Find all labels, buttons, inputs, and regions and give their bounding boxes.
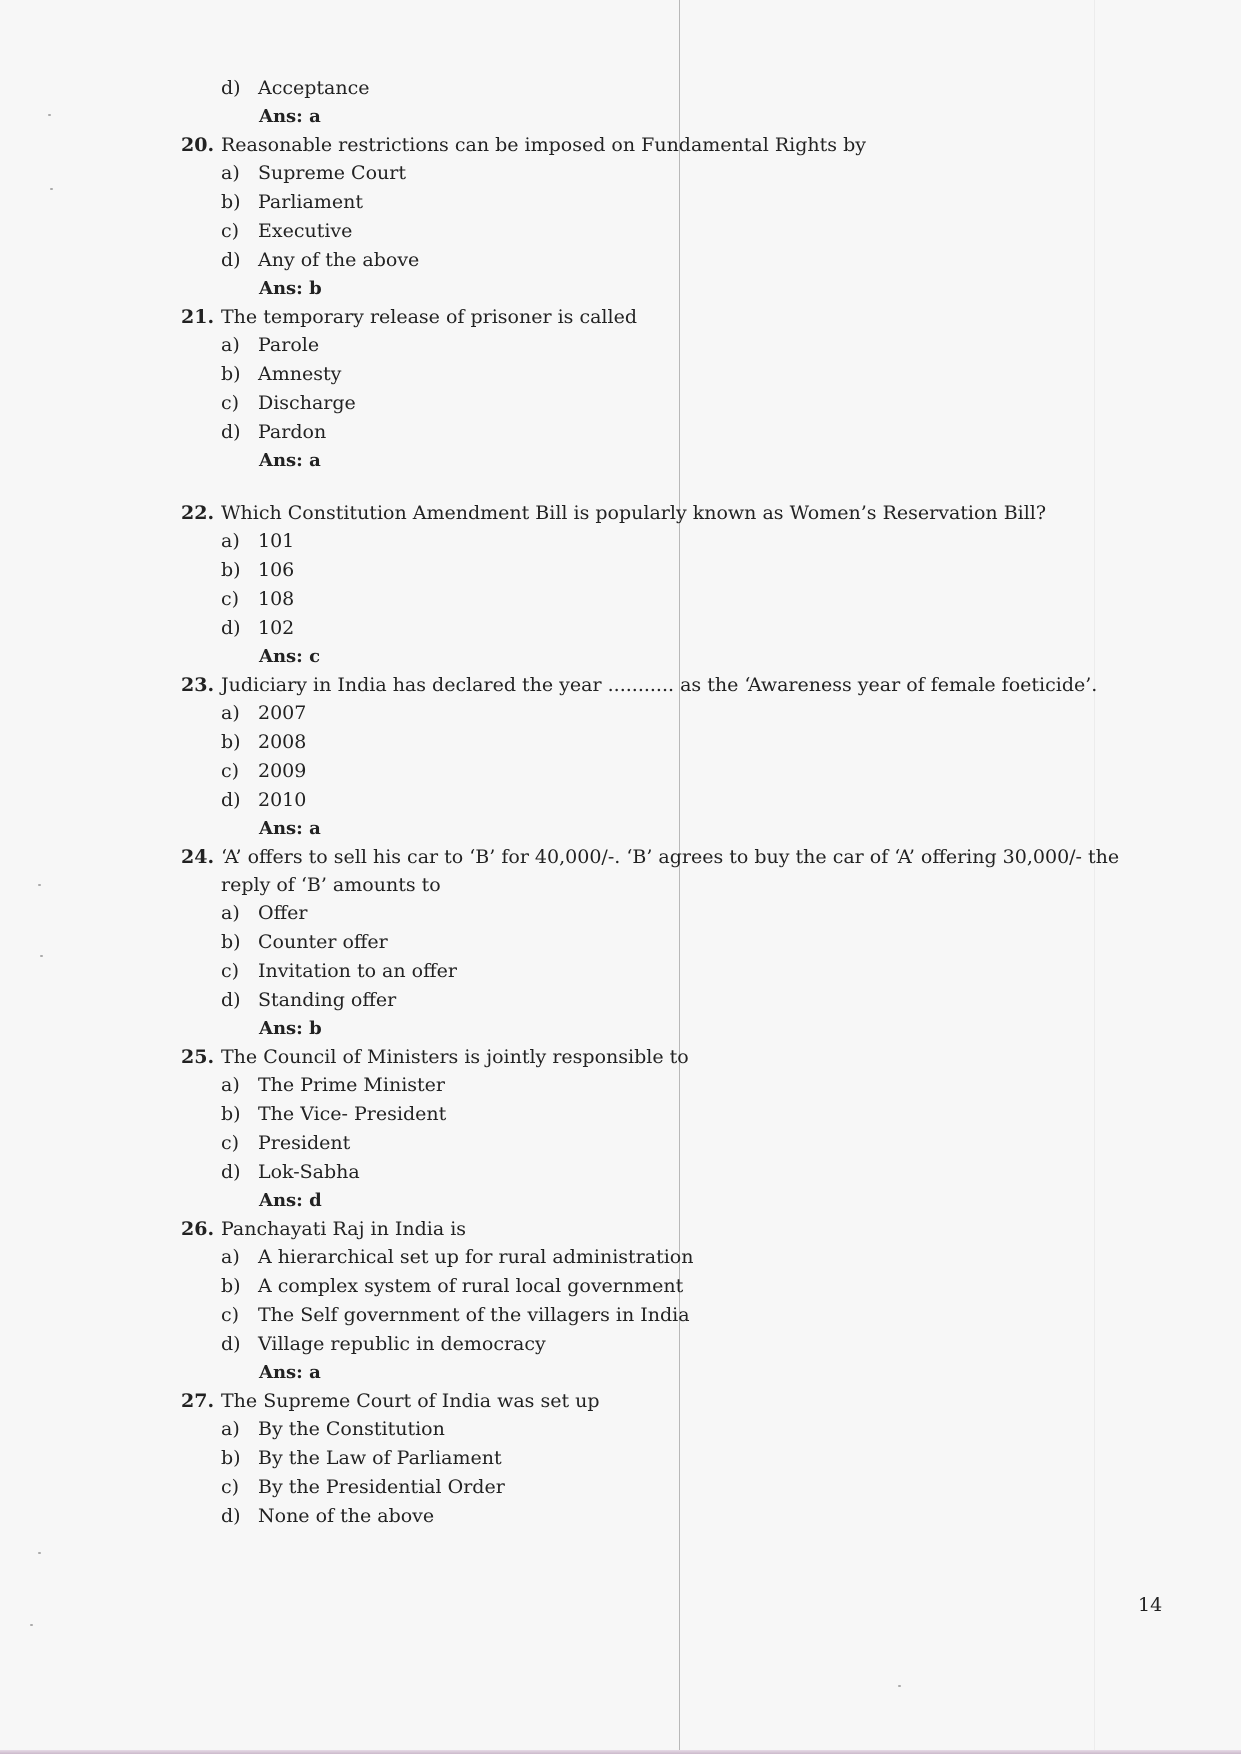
answer-key: Ans: a: [259, 818, 321, 839]
option-text: 106: [258, 559, 295, 581]
option-label: d): [221, 789, 241, 811]
option-label: b): [221, 363, 241, 385]
answer-key: Ans: d: [259, 1190, 322, 1211]
spacer: [0, 475, 1241, 499]
question-stem: [0, 1043, 1161, 1071]
answer-option: [0, 1415, 1241, 1444]
question-stem: [0, 1215, 1161, 1243]
answer-key: Ans: c: [259, 646, 321, 667]
page-bottom-edge: [0, 1750, 1241, 1754]
answer-option: [0, 389, 1241, 418]
question-text: ‘A’ offers to sell his car to ‘B’ for 40,000/-. ‘B’ agrees to buy the car of ‘A’ offering 30,000/- the reply of ‘B’ amounts to: [221, 846, 1120, 896]
question-19-option-d: [0, 74, 1241, 103]
answer-option: [0, 1330, 1241, 1359]
option-label: c): [221, 960, 240, 982]
option-label: c): [221, 1304, 240, 1326]
option-text: President: [258, 1132, 351, 1154]
option-text: The Prime Minister: [258, 1074, 445, 1096]
answer-option: [0, 928, 1241, 957]
option-label: a): [221, 530, 240, 552]
question-text: Reasonable restrictions can be imposed on Fundamental Rights by: [221, 134, 866, 156]
option-text: The Self government of the villagers in India: [258, 1304, 690, 1326]
option-label: a): [221, 1246, 240, 1268]
option-text: 2009: [258, 760, 307, 782]
option-text: By the Law of Parliament: [258, 1447, 502, 1469]
answer-option: [0, 159, 1241, 188]
option-label: b): [221, 731, 241, 753]
scan-speck: [898, 1685, 901, 1687]
question-block: [0, 303, 1241, 475]
option-text: A complex system of rural local government: [258, 1275, 684, 1297]
option-text: Discharge: [258, 392, 356, 414]
option-text: 2010: [258, 789, 307, 811]
option-label: b): [221, 931, 241, 953]
question-block: [0, 1387, 1241, 1531]
option-label: c): [221, 220, 240, 242]
question-stem: [0, 131, 1161, 159]
option-text: Standing offer: [258, 989, 397, 1011]
answer-option: [0, 1071, 1241, 1100]
option-text: Offer: [258, 902, 308, 924]
option-text: By the Constitution: [258, 1418, 445, 1440]
answer-option: [0, 614, 1241, 643]
option-text: A hierarchical set up for rural administration: [258, 1246, 694, 1268]
option-text: None of the above: [258, 1505, 435, 1527]
question-stem: [0, 303, 1161, 331]
answer-option: [0, 585, 1241, 614]
answer-option: [0, 786, 1241, 815]
question-list: [0, 131, 1241, 1531]
question-number: 27.: [181, 1390, 215, 1412]
question-number: 22.: [181, 502, 215, 524]
option-label: c): [221, 1132, 240, 1154]
scan-speck: [38, 1552, 41, 1554]
answer-option: [0, 986, 1241, 1015]
option-label: a): [221, 702, 240, 724]
option-text: The Vice- President: [258, 1103, 447, 1125]
answer-key: Ans: a: [259, 1362, 321, 1383]
option-label: d): [221, 77, 241, 99]
answer-option: [0, 246, 1241, 275]
option-text: Parliament: [258, 191, 363, 213]
answer-option: [0, 360, 1241, 389]
answer-option: [0, 1100, 1241, 1129]
question-stem: [0, 1387, 1161, 1415]
option-label: d): [221, 421, 241, 443]
option-label: d): [221, 249, 241, 271]
question-number: 21.: [181, 306, 215, 328]
option-text: 102: [258, 617, 295, 639]
option-label: a): [221, 1074, 240, 1096]
question-number: 25.: [181, 1046, 215, 1068]
option-label: c): [221, 392, 240, 414]
question-text: Panchayati Raj in India is: [221, 1218, 467, 1240]
question-text: The Supreme Court of India was set up: [221, 1390, 600, 1412]
answer-option: [0, 1473, 1241, 1502]
option-text: Supreme Court: [258, 162, 406, 184]
question-block: [0, 1043, 1241, 1215]
answer-option: [0, 217, 1241, 246]
answer-option: [0, 957, 1241, 986]
answer-option: [0, 728, 1241, 757]
question-stem: [0, 499, 1161, 527]
answer-option: [0, 527, 1241, 556]
option-label: b): [221, 1275, 241, 1297]
answer-option: [0, 699, 1241, 728]
option-label: d): [221, 1505, 241, 1527]
option-text: 108: [258, 588, 295, 610]
question-19-answer: Ans: a: [259, 106, 321, 127]
option-text: By the Presidential Order: [258, 1476, 505, 1498]
answer-option: [0, 1272, 1241, 1301]
question-number: 20.: [181, 134, 215, 156]
answer-option: [0, 418, 1241, 447]
question-text: The Council of Ministers is jointly responsible to: [221, 1046, 689, 1068]
answer-option: [0, 331, 1241, 360]
option-label: a): [221, 334, 240, 356]
answer-option: [0, 757, 1241, 786]
option-text: Counter offer: [258, 931, 388, 953]
answer-option: [0, 899, 1241, 928]
option-label: a): [221, 162, 240, 184]
option-text: Acceptance: [258, 77, 370, 99]
answer-option: [0, 1301, 1241, 1330]
question-block: [0, 499, 1241, 671]
answer-key: Ans: b: [259, 278, 322, 299]
question-block: [0, 843, 1241, 1043]
answer-option: [0, 1444, 1241, 1473]
question-text: Judiciary in India has declared the year ........... as the ‘Awareness year of female foeticide’.: [221, 674, 1098, 696]
option-label: c): [221, 760, 240, 782]
option-label: b): [221, 1103, 241, 1125]
mcq-page-content: [0, 74, 1241, 1531]
option-label: d): [221, 989, 241, 1011]
answer-option: [0, 1129, 1241, 1158]
option-text: Executive: [258, 220, 353, 242]
question-number: 23.: [181, 674, 215, 696]
option-text: Any of the above: [258, 249, 420, 271]
option-text: 2008: [258, 731, 307, 753]
option-label: a): [221, 902, 240, 924]
option-label: d): [221, 1161, 241, 1183]
option-text: Village republic in democracy: [258, 1333, 546, 1355]
question-block: [0, 671, 1241, 843]
option-text: 2007: [258, 702, 307, 724]
question-text: Which Constitution Amendment Bill is popularly known as Women’s Reservation Bill?: [221, 502, 1047, 524]
answer-option: [0, 556, 1241, 585]
question-block: [0, 1215, 1241, 1387]
option-label: c): [221, 588, 240, 610]
option-text: Lok-Sabha: [258, 1161, 360, 1183]
question-number: 24.: [181, 846, 215, 868]
answer-key: Ans: b: [259, 1018, 322, 1039]
option-text: Pardon: [258, 421, 327, 443]
answer-option: [0, 1158, 1241, 1187]
option-label: b): [221, 191, 241, 213]
scan-speck: [30, 1624, 33, 1626]
option-label: b): [221, 1447, 241, 1469]
option-text: 101: [258, 530, 295, 552]
answer-option: [0, 188, 1241, 217]
option-label: a): [221, 1418, 240, 1440]
answer-key: Ans: a: [259, 450, 321, 471]
answer-option: [0, 1243, 1241, 1272]
option-label: d): [221, 1333, 241, 1355]
question-stem: [0, 843, 1161, 899]
question-number: 26.: [181, 1218, 215, 1240]
question-block: [0, 131, 1241, 303]
question-text: The temporary release of prisoner is called: [221, 306, 637, 328]
page-number: 14: [1138, 1594, 1163, 1616]
option-label: d): [221, 617, 241, 639]
option-label: c): [221, 1476, 240, 1498]
option-text: Amnesty: [258, 363, 342, 385]
option-label: b): [221, 559, 241, 581]
option-text: Parole: [258, 334, 320, 356]
option-text: Invitation to an offer: [258, 960, 457, 982]
question-stem: [0, 671, 1161, 699]
answer-option: [0, 1502, 1241, 1531]
